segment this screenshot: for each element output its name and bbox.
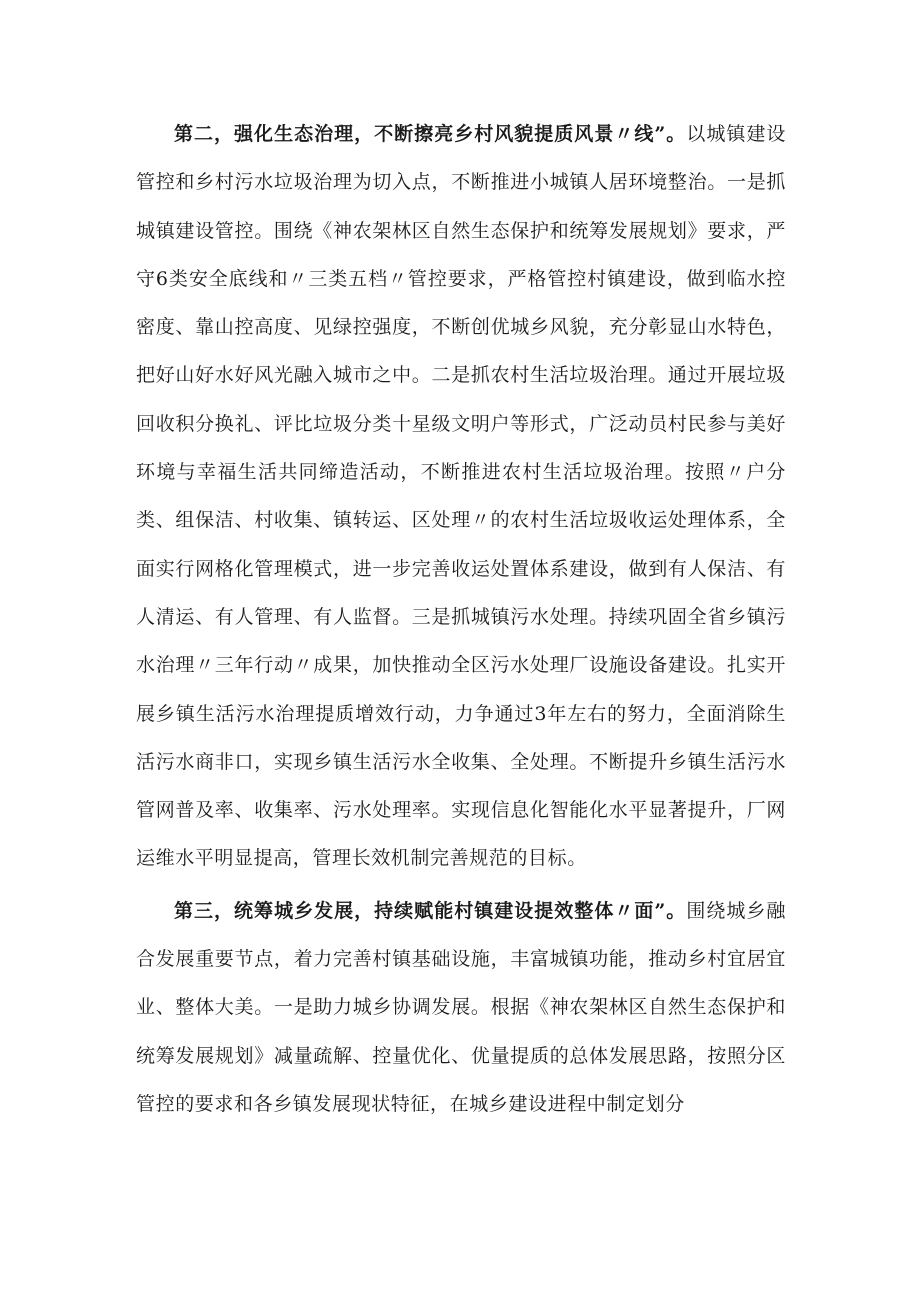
paragraph-body: 围绕城乡融合发展重要节点，着力完善村镇基础设施，丰富城镇功能，推动乡村宜居宜业、整体大美。一是助力城乡协调发展。根据《神农架林区自然生态保护和统筹发展规划》减量疏解、控量优化、优量提质的总体发展思路，按照分区管控的要求和各乡镇发展现状特征，在城乡建设进程中制定划分 bbox=[136, 899, 786, 1115]
document-page bbox=[136, 110, 786, 1128]
paragraph-lead: 第二，强化生态治理，不断擦亮乡村风貌提质风景〃线”。 bbox=[174, 123, 687, 145]
paragraph-body: 以城镇建设管控和乡村污水垃圾治理为切入点，不断推进小城镇人居环境整治。一是抓城镇建设管控。围绕《神农架林区自然生态保护和统筹发展规划》要求，严守6类安全底线和〃三类五档〃管控要求，严格管控村镇建设，做到临水控密度、靠山控高度、见绿控强度，不断创优城乡风貌，充分彰显山水特色，把好山好水好风光融入城市之中。二是抓农村生活垃圾治理。通过开展垃圾回收积分换礼、评比垃圾分类十星级文明户等形式，广泛动员村民参与美好环境与幸福生活共同缔造活动，不断推进农村生活垃圾治理。按照〃户分类、组保洁、村收集、镇转运、区处理〃的农村生活垃圾收运处理体系，全面实行网格化管理模式，进一步完善收运处置体系建设，做到有人保洁、有人清运、有人管理、有人监督。三是抓城镇污水处理。持续巩固全省乡镇污水治理〃三年行动〃成果，加快推动全区污水处理厂设施设备建设。扎实开展乡镇生活污水治理提质增效行动，力争通过3年左右的努力，全面消除生活污水商非口，实现乡镇生活污水全收集、全处理。不断提升乡镇生活污水管网普及率、收集率、污水处理率。实现信息化智能化水平显著提升，厂网运维水平明显提高，管理长效机制完善规范的目标。 bbox=[136, 123, 786, 870]
paragraph-second bbox=[136, 110, 786, 883]
paragraph-lead: 第三，统筹城乡发展，持续赋能村镇建设提效整体〃面”。 bbox=[174, 899, 687, 922]
paragraph-third bbox=[136, 887, 786, 1128]
